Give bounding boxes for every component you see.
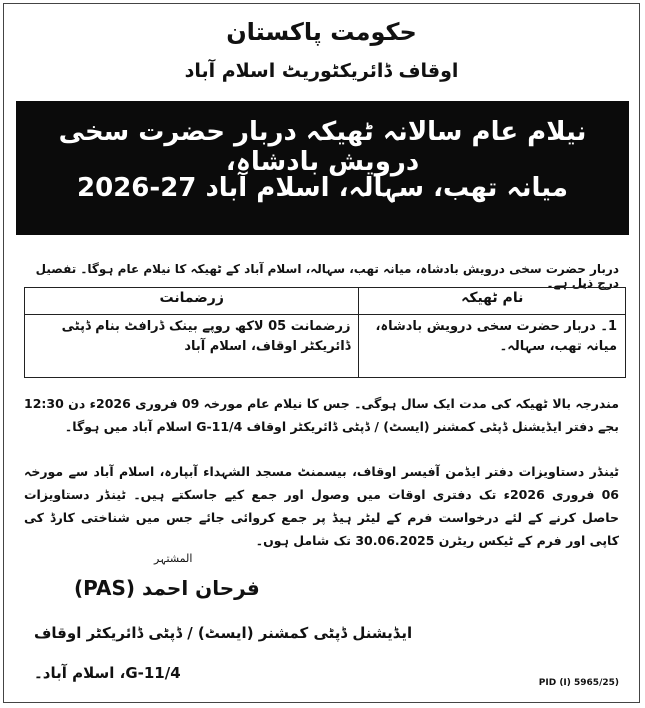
banner-location: میانہ تھب، سہالہ، اسلام آباد 27-2026 <box>77 173 568 203</box>
contract-table <box>24 287 626 378</box>
signatory-title: ایڈیشنل ڈپٹی کمشنر (ایسٹ) / ڈپٹی ڈائریکٹر اوقاف <box>34 624 413 642</box>
column-security: زرضمانت <box>25 288 359 315</box>
title-banner <box>16 101 629 235</box>
directorate-heading: اوقاف ڈائریکٹوریٹ اسلام آباد <box>184 60 459 82</box>
contract-cell: 1۔ دربار حضرت سخی درویش بادشاہ، میانہ تھب، سہالہ۔ <box>359 315 626 378</box>
column-contract-name: نام ٹھیکہ <box>359 288 626 315</box>
security-cell: زرضمانت 05 لاکھ روپے بینک ڈرافٹ بنام ڈپٹی ڈائریکٹر اوقاف، اسلام آباد <box>25 315 359 378</box>
signatory-name: فرحان احمد (PAS) <box>74 576 260 600</box>
banner-title: نیلام عام سالانہ ٹھیکہ دربار حضرت سخی درویش بادشاہ، <box>58 117 587 177</box>
auction-details-paragraph: مندرجہ بالا ٹھیکہ کی مدت ایک سال ہوگی۔ جس کا نیلام عام مورخہ 09 فروری 2026ء دن 12:30 بجے دفتر ایڈیشنل ڈپٹی کمشنر (ایسٹ) / ڈپٹی ڈائریکٹر اوقاف G-11/4 اسلام آباد میں ہوگا۔ <box>24 396 619 434</box>
table-row <box>25 315 626 378</box>
table-header-row <box>25 288 626 315</box>
advertiser-label: المشتہر <box>154 552 193 565</box>
advertisement-page <box>3 3 640 703</box>
tender-documents-paragraph: ٹینڈر دستاویزات دفتر ایڈمن آفیسر اوقاف، بیسمنٹ مسجد الشہداء آبپارہ، اسلام آباد سے مورخہ 06 فروری 2026ء تک دفتری اوقات میں وصول اور جمع کیے جاسکتے ہیں۔ ٹینڈر دستاویزات حاصل کرنے کے لئے درخواست فرم کے لیٹر ہیڈ پر جمع کروائی جائے جس میں شناختی کارڈ کی کاپی اور فرم کے ٹیکس ریٹرن 30.06.2025 تک شامل ہوں۔ <box>24 464 619 548</box>
pid-number: PID (I) 5965/25) <box>538 678 619 688</box>
government-heading: حکومت پاکستان <box>226 18 417 46</box>
signatory-address: G-11/4، اسلام آباد۔ <box>34 664 181 682</box>
intro-text: دربار حضرت سخی درویش بادشاہ، میانہ تھب، سہالہ، اسلام آباد کے ٹھیکہ کا نیلام عام ہوگا۔ تفصیل درج ذیل ہے۔ <box>35 262 619 290</box>
